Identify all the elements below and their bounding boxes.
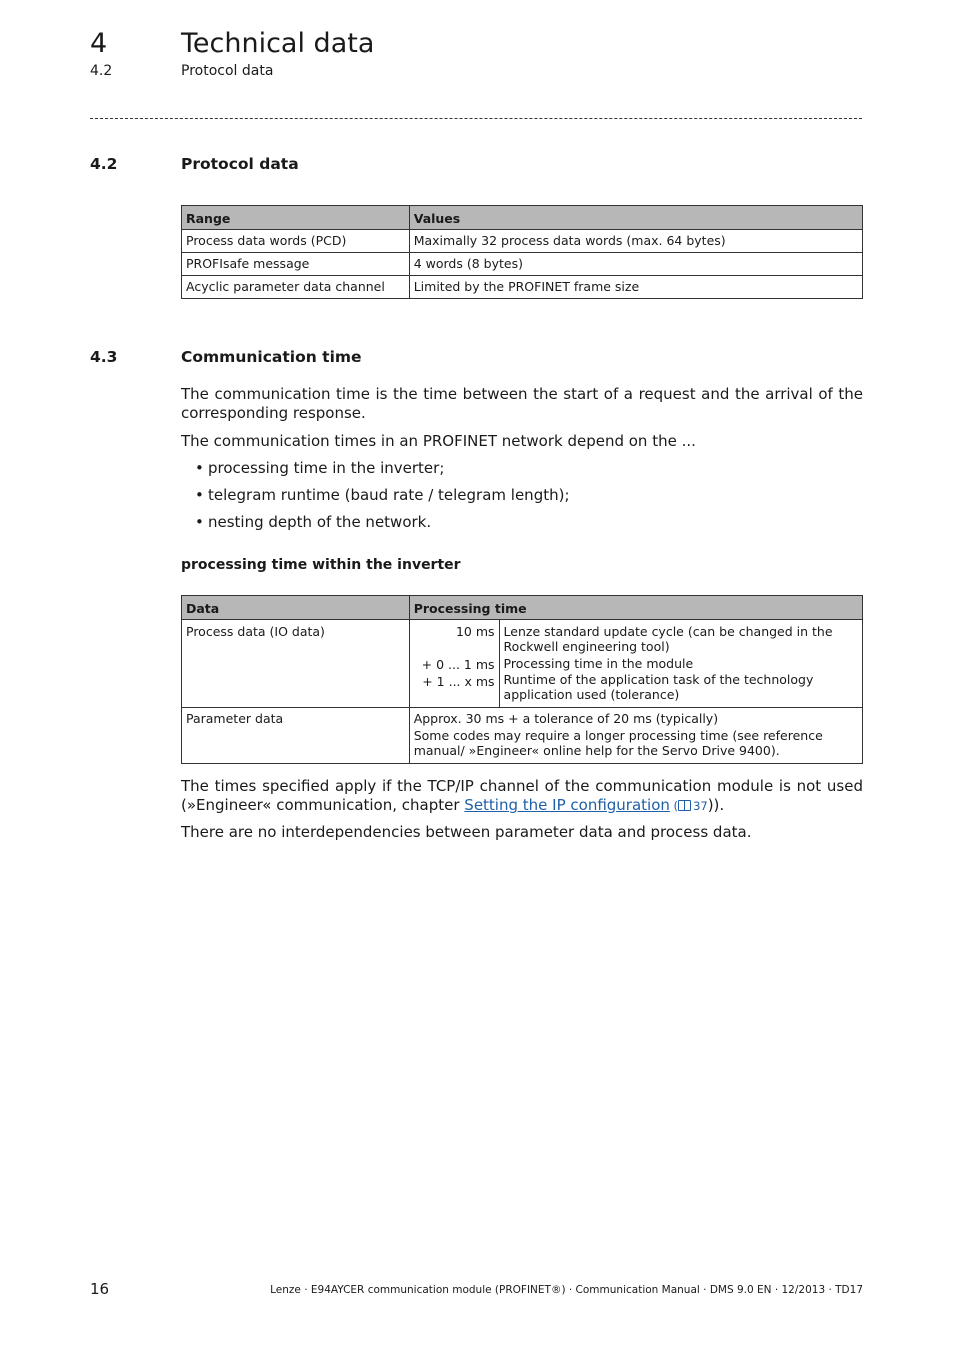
- bullet-item: nesting depth of the network.: [208, 513, 432, 531]
- bullet-marker: •: [195, 513, 204, 531]
- table-header-row: [182, 596, 863, 620]
- paragraph-interdependencies: There are no interdependencies between parameter data and process data.: [181, 823, 752, 841]
- paragraph-depends: The communication times in an PROFINET network depend on the ...: [181, 432, 696, 450]
- table-row: [182, 708, 863, 764]
- ip-configuration-link[interactable]: Setting the IP configuration: [464, 796, 670, 814]
- parameter-time-cell: [409, 708, 862, 764]
- bullet-item: processing time in the inverter;: [208, 459, 445, 477]
- table-row: [182, 230, 863, 253]
- column-header-range: Range: [182, 206, 410, 230]
- range-cell: Process data words (PCD): [182, 230, 410, 253]
- parameter-time-line: Approx. 30 ms + a tolerance of 20 ms (typically): [413, 711, 719, 726]
- section-4-3-number: 4.3: [90, 348, 118, 366]
- page-ref-number: 37: [693, 799, 708, 813]
- data-cell: Parameter data: [182, 708, 410, 764]
- paragraph-text-end: )).: [707, 796, 725, 814]
- time-description: Lenze standard update cycle (can be changed in the Rockwell engineering tool): [503, 624, 833, 654]
- protocol-data-table: [181, 205, 863, 299]
- time-value: + 1 ... x ms: [422, 674, 495, 689]
- column-header-processing-time: Processing time: [409, 596, 862, 620]
- value-cell: Maximally 32 process data words (max. 64 bytes): [409, 230, 862, 253]
- table-header-row: [182, 206, 863, 230]
- value-cell: Limited by the PROFINET frame size: [409, 276, 862, 299]
- section-4-3-title: Communication time: [181, 348, 362, 366]
- time-description: Processing time in the module: [503, 656, 694, 671]
- bullet-marker: •: [195, 486, 204, 504]
- time-value: + 0 ... 1 ms: [421, 657, 495, 672]
- time-descriptions-cell: [499, 620, 862, 708]
- chapter-title: Technical data: [181, 28, 375, 59]
- chapter-number: 4: [90, 28, 108, 59]
- paragraph-tcpip-note: [181, 777, 863, 816]
- time-values-cell: [409, 620, 499, 708]
- header-section-title: Protocol data: [181, 63, 274, 79]
- subheading-processing-time: processing time within the inverter: [181, 557, 461, 573]
- range-cell: PROFIsafe message: [182, 253, 410, 276]
- value-cell: 4 words (8 bytes): [409, 253, 862, 276]
- range-cell: Acyclic parameter data channel: [182, 276, 410, 299]
- column-header-values: Values: [409, 206, 862, 230]
- table-row: [182, 253, 863, 276]
- paragraph-definition: The communication time is the time between the start of a request and the arrival of the corresponding response.: [181, 385, 863, 422]
- bullet-marker: •: [195, 459, 204, 477]
- page-ref-open: (: [669, 799, 679, 813]
- footer-text: Lenze · E94AYCER communication module (PROFINET®) · Communication Manual · DMS 9.0 EN · 12/2013 · TD17: [270, 1284, 863, 1296]
- bullet-item: telegram runtime (baud rate / telegram length);: [208, 486, 570, 504]
- parameter-time-note: Some codes may require a longer processing time (see reference manual/ »Engineer« online help for the Servo Drive 9400).: [413, 728, 823, 758]
- header-section-number: 4.2: [90, 63, 113, 79]
- paragraph-text: The times specified apply if the TCP/IP channel of the communication module is not used (»Engineer« communication, chapter: [181, 777, 863, 814]
- table-row: [182, 276, 863, 299]
- book-icon: [678, 800, 691, 811]
- column-header-data: Data: [182, 596, 410, 620]
- time-value: 10 ms: [455, 624, 495, 639]
- data-cell: Process data (IO data): [182, 620, 410, 708]
- time-description: Runtime of the application task of the technology application used (tolerance): [503, 672, 814, 702]
- header-divider: [90, 118, 862, 119]
- table-row: [182, 620, 863, 708]
- page-reference[interactable]: [670, 799, 708, 813]
- page-number: 16: [90, 1280, 110, 1298]
- section-4-2-title: Protocol data: [181, 155, 299, 173]
- processing-time-table: [181, 595, 863, 764]
- section-4-2-number: 4.2: [90, 155, 118, 173]
